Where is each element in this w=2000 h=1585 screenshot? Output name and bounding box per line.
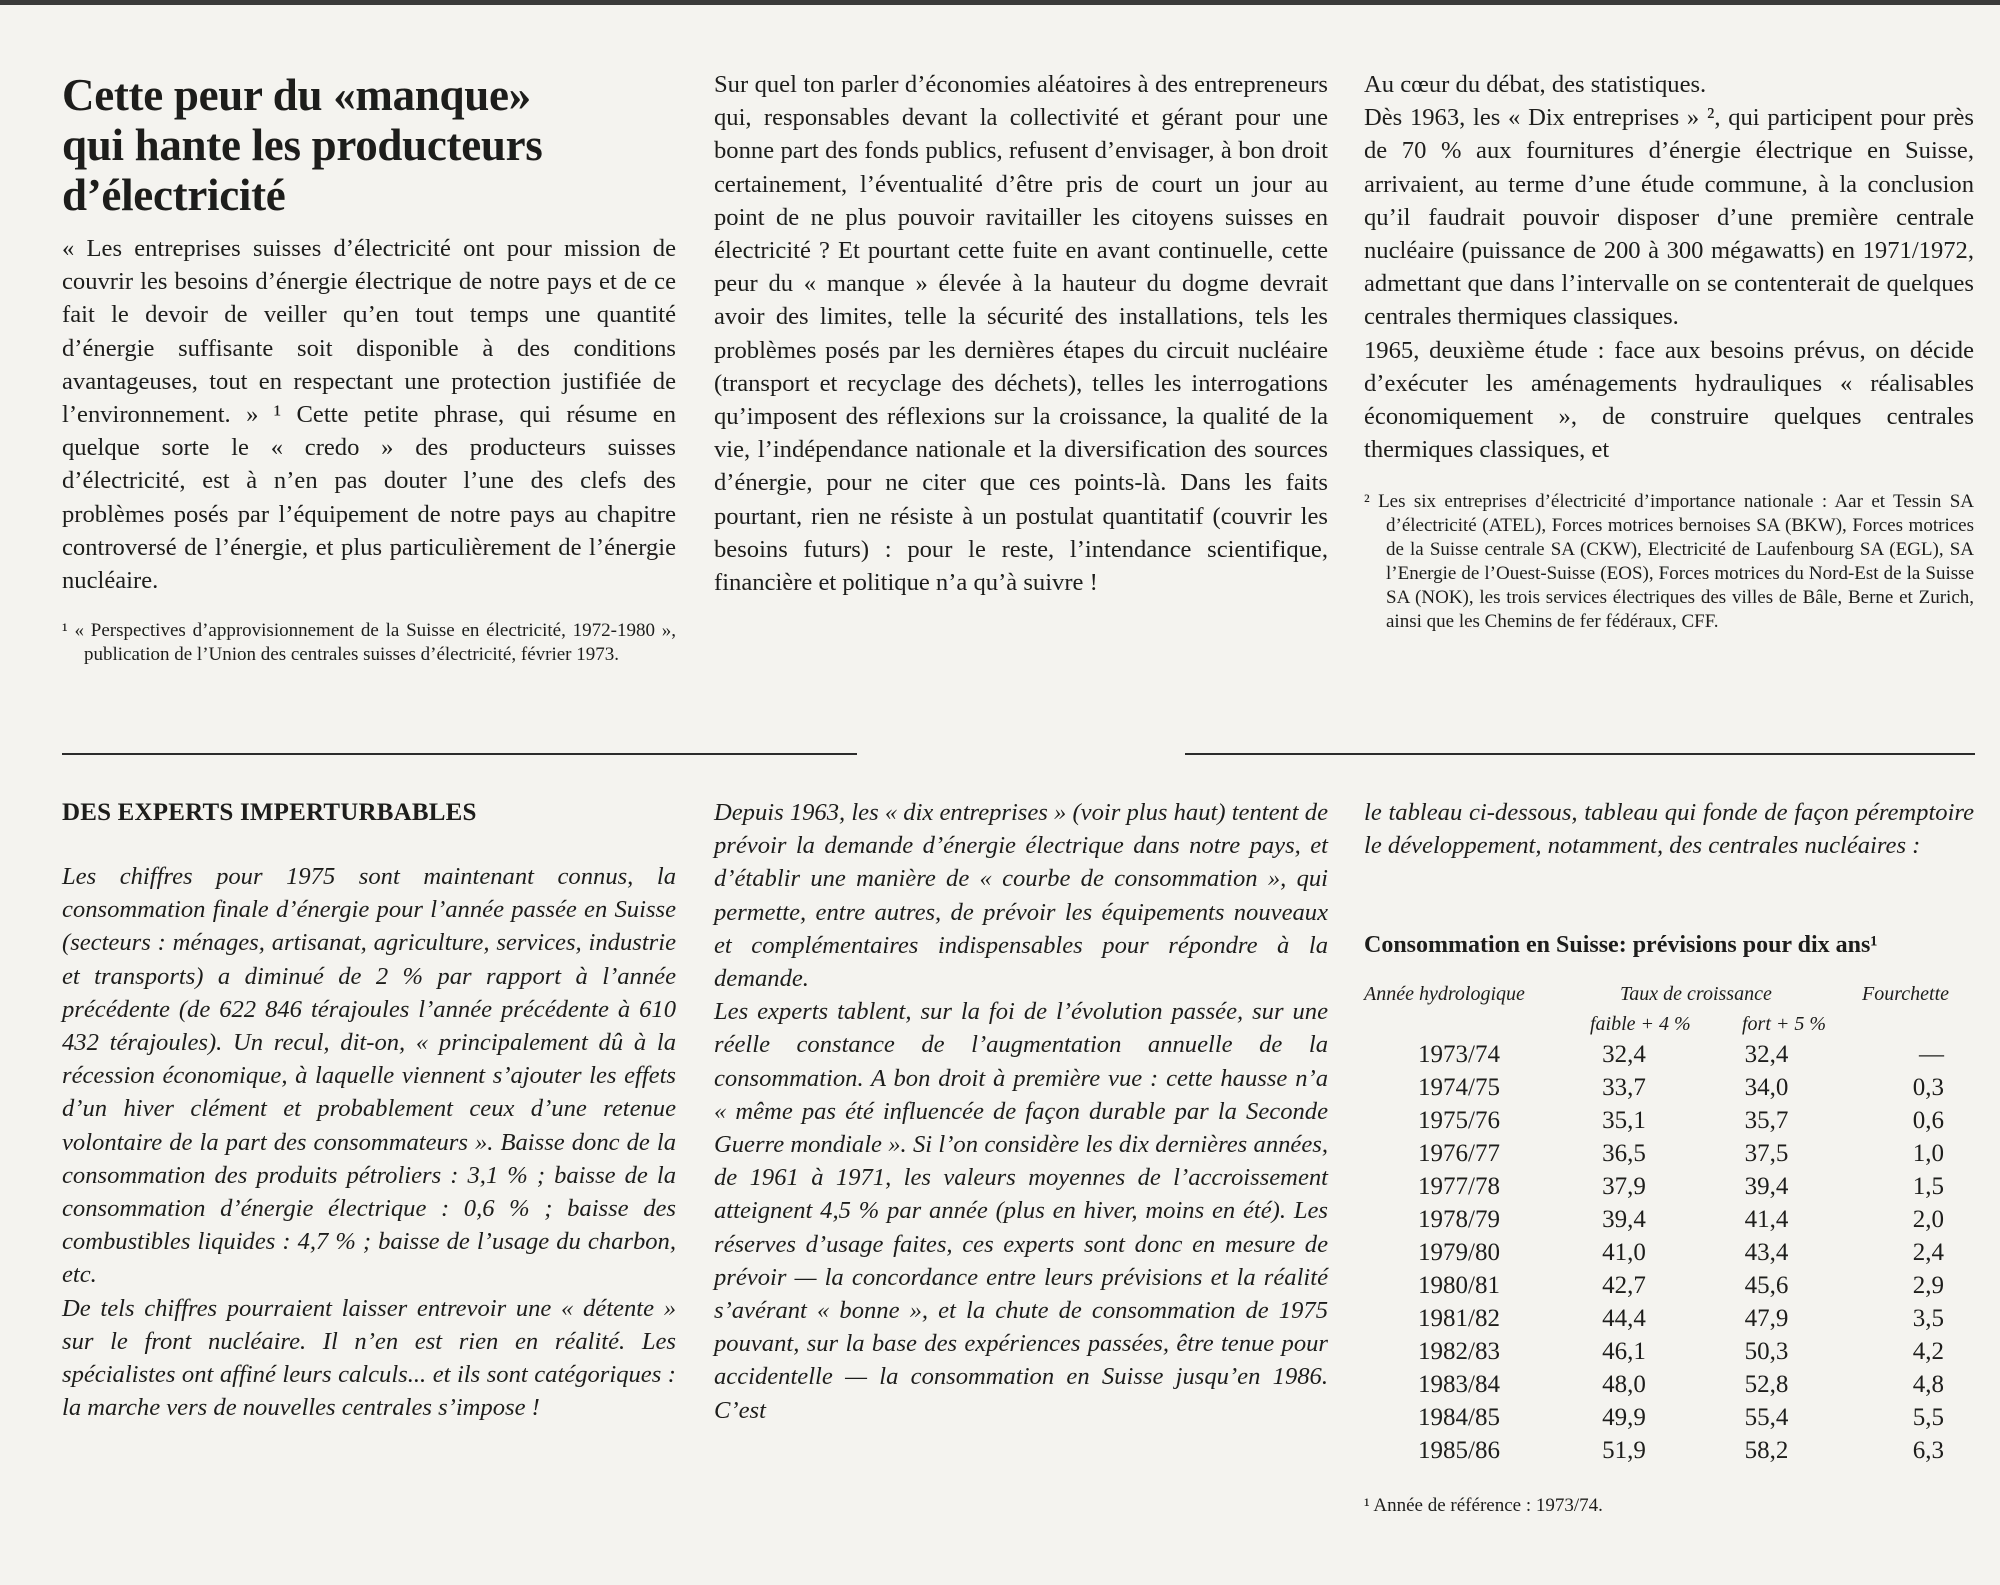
high-rate-cell: 50,3 — [1744, 1338, 1789, 1365]
table-row — [1364, 1038, 1974, 1071]
lower-column-2-paragraph-2: Les experts tablent, sur la foi de l’évolution passée, sur une réelle constance de l’augmentation annuelle de la consommation. A bon droit à première vue : cette hausse n’a « même pas été influencée de façon durable par la Seconde Guerre mondiale ». Si l’on considère les dix dernières années, de 1961 à 1971, les valeurs moyennes de l’accroissement atteignent 4,5 % par année (plus en hiver, moins en été). Les réserves d’usage faites, ces experts sont donc en mesure de prévoir — la concordance entre leurs prévisions et la réalité s’avérant « bonne », et la chute de consommation de 1975 pouvant, sur la base des expériences passées, être tenue pour accidentelle — la consommation en Suisse jusqu’en 1986. C’est — [714, 998, 1328, 1424]
upper-column-2 — [714, 68, 1328, 599]
low-rate-cell: 39,4 — [1602, 1206, 1646, 1233]
upper-column-1 — [62, 70, 676, 667]
high-rate-cell: 34,0 — [1744, 1074, 1789, 1101]
section-heading: DES EXPERTS IMPERTURBABLES — [62, 799, 477, 826]
column-3-paragraph-2: Dès 1963, les « Dix entreprises » ², qui participent pour près de 70 % aux fournitures d’énergie électrique en Suisse, arrivaient, au terme d’une étude commune, à la conclusion qu’il faudrait pouvoir disposer d’une première centrale nucléaire (puissance de 200 à 300 mégawatts) en 1971/1972, admettant que dans l’intervalle on se contenterait de quelques centrales thermiques classiques. — [1364, 104, 1974, 331]
table-row — [1364, 1104, 1974, 1137]
year-cell: 1974/75 — [1418, 1074, 1500, 1101]
high-rate-cell: 43,4 — [1744, 1239, 1789, 1266]
low-rate-cell: 41,0 — [1602, 1239, 1646, 1266]
lower-column-2 — [714, 796, 1328, 1427]
high-rate-cell: 32,4 — [1744, 1041, 1789, 1068]
range-cell: 2,4 — [1912, 1239, 1944, 1266]
low-rate-cell: 35,1 — [1602, 1107, 1646, 1134]
high-rate-cell: 41,4 — [1744, 1206, 1789, 1233]
low-rate-cell: 33,7 — [1602, 1074, 1646, 1101]
subheader-low: faible + 4 % — [1590, 1013, 1691, 1035]
header-year: Année hydrologique — [1364, 983, 1525, 1005]
high-rate-cell: 39,4 — [1744, 1173, 1789, 1200]
range-cell: 5,5 — [1912, 1404, 1944, 1431]
footnote-2: ² Les six entreprises d’électricité d’importance nationale : Aar et Tessin SA d’électricité (ATEL), Forces motrices bernoises SA (BKW), Forces motrices de la Suisse centrale SA (CKW), Electricité de Laufenbourg SA (EGL), SA l’Energie de l’Ouest-Suisse (EOS), Forces motrices du Nord-Est de la Suisse SA (NOK), les trois services électriques des villes de Bâle, Berne et Zurich, ainsi que les Chemins de fer fédéraux, CFF. — [1364, 491, 1974, 633]
upper-column-3 — [1364, 68, 1974, 634]
low-rate-cell: 44,4 — [1602, 1305, 1646, 1332]
high-rate-cell: 52,8 — [1744, 1371, 1789, 1398]
year-cell: 1983/84 — [1418, 1371, 1500, 1398]
high-rate-cell: 58,2 — [1744, 1437, 1789, 1464]
lower-column-3-intro: le tableau ci-dessous, tableau qui fonde de façon péremptoire le développement, notamment, des centrales nucléaires : — [1364, 799, 1974, 860]
range-cell: 1,5 — [1912, 1173, 1944, 1200]
top-border — [0, 0, 2000, 5]
range-cell: 0,3 — [1912, 1074, 1944, 1101]
table-title: Consommation en Suisse: prévisions pour dix ans¹ — [1364, 932, 1878, 958]
table-row — [1364, 1071, 1974, 1104]
low-rate-cell: 42,7 — [1602, 1272, 1646, 1299]
year-cell: 1985/86 — [1418, 1437, 1500, 1464]
range-cell: 4,8 — [1912, 1371, 1944, 1398]
forecast-table-body — [1364, 1038, 1974, 1467]
range-cell: 6,3 — [1912, 1437, 1944, 1464]
title-line-1: Cette peur du «manque» — [62, 70, 531, 120]
range-cell: 1,0 — [1912, 1140, 1944, 1167]
table-row — [1364, 1203, 1974, 1236]
low-rate-cell: 48,0 — [1602, 1371, 1646, 1398]
year-cell: 1980/81 — [1418, 1272, 1500, 1299]
high-rate-cell: 45,6 — [1744, 1272, 1789, 1299]
column-2-paragraph: Sur quel ton parler d’économies aléatoires à des entrepreneurs qui, responsables devant la collectivité et gérant pour une bonne part des fonds publics, refusent d’envisager, à bon droit certainement, l’éventualité d’être pris de court un jour au point de ne plus pouvoir ravitailler les citoyens suisses en électricité ? Et pourtant cette fuite en avant continuelle, cette peur du « manque » élevée à la hauteur du dogme devrait avoir des limites, telle la sécurité des installations, tels les problèmes posés par les dernières étapes du circuit nucléaire (transport et recyclage des déchets), telles les interrogations qu’imposent des réflexions sur la croissance, la qualité de la vie, l’indépendance nationale et la diversification des sources d’énergie, pour ne citer que ces points-là. Dans les faits pourtant, rien ne résiste à un postulat quantitatif (couvrir les besoins futurs) : pour le reste, l’intendance scientifique, financière et politique n’a qu’à suivre ! — [714, 71, 1328, 597]
table-row — [1364, 1401, 1974, 1434]
high-rate-cell: 55,4 — [1744, 1404, 1789, 1431]
year-cell: 1984/85 — [1418, 1404, 1500, 1431]
range-cell: 2,0 — [1912, 1206, 1944, 1233]
table-row — [1364, 1335, 1974, 1368]
year-cell: 1977/78 — [1418, 1173, 1500, 1200]
range-cell: 4,2 — [1912, 1338, 1944, 1365]
range-cell: — — [1919, 1041, 1944, 1068]
footnote-1: ¹ « Perspectives d’approvisionnement de la Suisse en électricité, 1972-1980 », publication de l’Union des centrales suisses d’électricité, février 1973. — [62, 620, 676, 666]
table-title-wrap — [1364, 929, 1974, 962]
table-footnote-wrap — [1364, 1494, 1974, 1518]
high-rate-cell: 37,5 — [1744, 1140, 1789, 1167]
low-rate-cell: 32,4 — [1602, 1041, 1646, 1068]
table-row — [1364, 1236, 1974, 1269]
lower-column-3 — [1364, 796, 1974, 862]
range-cell: 3,5 — [1912, 1305, 1944, 1332]
low-rate-cell: 51,9 — [1602, 1437, 1646, 1464]
lower-column-2-paragraph-1: Depuis 1963, les « dix entreprises » (voir plus haut) tentent de prévoir la demande d’énergie électrique dans notre pays, et d’établir une manière de « courbe de consommation », qui permette, entre autres, de prévoir les équipements nouveaux et complémentaires indispensables pour répondre à la demande. — [714, 799, 1328, 993]
forecast-table — [1364, 1038, 1974, 1467]
title-line-2: qui hante les producteurs — [62, 120, 543, 170]
range-cell: 0,6 — [1912, 1107, 1944, 1134]
lower-column-1-paragraph-2: De tels chiffres pourraient laisser entrevoir une « détente » sur le front nucléaire. Il n’en est rien en réalité. Les spécialistes ont affiné leurs calculs... et ils sont catégoriques : la marche vers de nouvelles centrales s’impose ! — [62, 1294, 676, 1422]
header-rate: Taux de croissance — [1620, 983, 1772, 1005]
lower-column-1 — [62, 796, 676, 1424]
lower-column-1-paragraph-1: Les chiffres pour 1975 sont maintenant connus, la consommation finale d’énergie pour l’année passée en Suisse (secteurs : ménages, artisanat, agriculture, services, industrie et transports) a diminué de 2 % par rapport à l’année précédente (de 622 846 térajoules l’année précédente à 610 432 térajoules). Un recul, dit-on, « principalement dû à la récession économique, à laquelle viennent s’ajouter les effets d’un hiver clément et probablement ceux d’une retenue volontaire de la part des consommateurs ». Baisse donc de la consommation des produits pétroliers : 3,1 % ; baisse de la consommation d’énergie électrique : 0,6 % ; baisse des combustibles liquides : 4,7 % ; baisse de l’usage du charbon, etc. — [62, 863, 676, 1289]
low-rate-cell: 37,9 — [1602, 1173, 1646, 1200]
low-rate-cell: 49,9 — [1602, 1404, 1646, 1431]
range-cell: 2,9 — [1912, 1272, 1944, 1299]
year-cell: 1979/80 — [1418, 1239, 1500, 1266]
divider-left — [62, 753, 857, 755]
year-cell: 1981/82 — [1418, 1305, 1500, 1332]
table-row — [1364, 1170, 1974, 1203]
year-cell: 1973/74 — [1418, 1041, 1500, 1068]
year-cell: 1978/79 — [1418, 1206, 1500, 1233]
year-cell: 1975/76 — [1418, 1107, 1500, 1134]
year-cell: 1976/77 — [1418, 1140, 1500, 1167]
column-3-paragraph-1: Au cœur du débat, des statistiques. — [1364, 71, 1707, 98]
year-cell: 1982/83 — [1418, 1338, 1500, 1365]
divider-right — [1185, 753, 1975, 755]
low-rate-cell: 36,5 — [1602, 1140, 1646, 1167]
low-rate-cell: 46,1 — [1602, 1338, 1646, 1365]
table-row — [1364, 1137, 1974, 1170]
table-row — [1364, 1302, 1974, 1335]
table-row — [1364, 1368, 1974, 1401]
table-row — [1364, 1269, 1974, 1302]
column-3-paragraph-3: 1965, deuxième étude : face aux besoins prévus, on décide d’exécuter les aménagements hydrauliques « réalisables économiquement », de construire quelques centrales thermiques classiques, et — [1364, 336, 1974, 464]
table-footnote: ¹ Année de référence : 1973/74. — [1364, 1495, 1603, 1516]
high-rate-cell: 47,9 — [1744, 1305, 1789, 1332]
intro-paragraph: « Les entreprises suisses d’électricité ont pour mission de couvrir les besoins d’énergie électrique de notre pays et de ce fait le devoir de veiller qu’en tout temps une quantité d’énergie suffisante soit disponible à des conditions avantageuses, tout en respectant une protection justifiée de l’environnement. » ¹ Cette petite phrase, qui résume en quelque sorte le « credo » des producteurs suisses d’électricité, est à n’en pas douter l’une des clefs des problèmes posés par l’équipement de notre pays au chapitre controversé de l’énergie, et plus particulièrement de l’énergie nucléaire. — [62, 235, 676, 595]
article-title — [62, 70, 676, 220]
table-row — [1364, 1434, 1974, 1467]
title-line-3: d’électricité — [62, 170, 286, 220]
header-range: Fourchette — [1862, 983, 1950, 1005]
subheader-high: fort + 5 % — [1742, 1013, 1827, 1035]
high-rate-cell: 35,7 — [1744, 1107, 1789, 1134]
